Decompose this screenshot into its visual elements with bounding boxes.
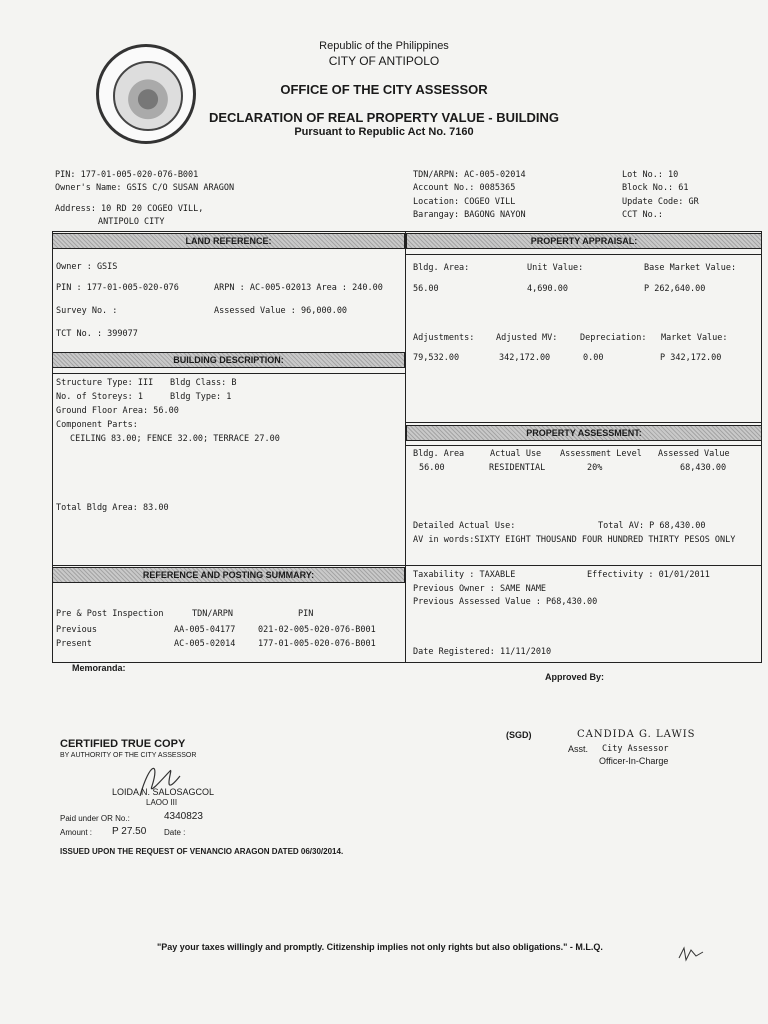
pre-post-inspection: Pre & Post Inspection — [56, 609, 164, 619]
market-value-label: Market Value: — [661, 333, 728, 343]
building-description-heading: BUILDING DESCRIPTION: — [52, 352, 405, 368]
date-registered: Date Registered: 11/11/2010 — [413, 647, 552, 657]
motto-quote: "Pay your taxes willingly and promptly. Citizenship implies not only rights but also obligations." - M.L.Q. — [157, 942, 603, 952]
previous-pin: 021-02-005-020-076-B001 — [258, 625, 376, 635]
taxability: Taxability : TAXABLE — [413, 570, 516, 580]
issued-upon-request: ISSUED UPON THE REQUEST OF VENANCIO ARAGON DATED 06/30/2014. — [60, 847, 344, 856]
no-of-storeys: No. of Storeys: 1 — [56, 392, 143, 402]
land-pin: PIN : 177-01-005-020-076 — [56, 283, 179, 293]
appraisal-area: 56.00 — [413, 284, 439, 294]
initials-mark — [676, 944, 706, 964]
present-label: Present — [56, 639, 92, 649]
office-title: OFFICE OF THE CITY ASSESSOR — [280, 82, 488, 97]
base-market-value-label: Base Market Value: — [644, 263, 737, 273]
barangay: Barangay: BAGONG NAYON — [413, 210, 526, 220]
previous-assessed-value: Previous Assessed Value : P68,430.00 — [413, 597, 598, 607]
certified-true-copy: CERTIFIED TRUE COPY — [60, 738, 186, 750]
base-market-value: P 262,640.00 — [644, 284, 706, 294]
actual-use-label: Actual Use — [490, 449, 542, 459]
amount-value: P 27.50 — [112, 826, 147, 837]
depreciation: 0.00 — [583, 353, 604, 363]
actual-use: RESIDENTIAL — [489, 463, 546, 473]
adjustments: 79,532.00 — [413, 353, 460, 363]
effectivity: Effectivity : 01/01/2011 — [587, 570, 710, 580]
reference-posting-heading: REFERENCE AND POSTING SUMMARY: — [52, 567, 405, 583]
component-parts: CEILING 83.00; FENCE 32.00; TERRACE 27.00 — [70, 434, 280, 444]
previous-tdn: AA-005-04177 — [174, 625, 236, 635]
adjusted-mv: 342,172.00 — [499, 353, 551, 363]
appraisal-area-label: Bldg. Area: — [413, 263, 470, 273]
structure-type: Structure Type: III — [56, 378, 154, 388]
bldg-class: Bldg Class: B — [170, 378, 237, 388]
assessment-area: 56.00 — [419, 463, 445, 473]
land-reference-heading: LAND REFERENCE: — [52, 233, 405, 249]
block-no: Block No.: 61 — [622, 183, 689, 193]
pin-label: PIN: 177-01-005-020-076-B001 — [55, 170, 199, 180]
signatory-title: LAOO III — [146, 798, 178, 807]
property-appraisal-heading: PROPERTY APPRAISAL: — [406, 233, 762, 249]
tct-no: TCT No. : 399077 — [56, 329, 138, 339]
sgd-label: (SGD) — [506, 730, 532, 740]
unit-value-label: Unit Value: — [527, 263, 584, 273]
authority-line: BY AUTHORITY OF THE CITY ASSESSOR — [60, 752, 197, 759]
tdn-arpn: TDN/ARPN: AC-005-02014 — [413, 170, 526, 180]
assessment-level-label: Assessment Level — [560, 449, 642, 459]
document-title: DECLARATION OF REAL PROPERTY VALUE - BUILDING — [208, 110, 560, 125]
assessed-value-label: Assessed Value — [658, 449, 730, 459]
or-number: 4340823 — [164, 811, 203, 822]
bldg-type: Bldg Type: 1 — [170, 392, 232, 402]
property-assessment-heading: PROPERTY ASSESSMENT: — [406, 425, 762, 441]
previous-label: Previous — [56, 625, 97, 635]
survey-no: Survey No. : — [56, 306, 118, 316]
account-no: Account No.: 0085365 — [413, 183, 516, 193]
ref-pin-header: PIN — [298, 609, 314, 619]
total-av: Total AV: P 68,430.00 — [598, 521, 706, 531]
present-tdn: AC-005-02014 — [174, 639, 236, 649]
present-pin: 177-01-005-020-076-B001 — [258, 639, 376, 649]
market-value: P 342,172.00 — [660, 353, 722, 363]
paid-under-label: Paid under OR No.: — [60, 814, 130, 823]
ground-floor-area: Ground Floor Area: 56.00 — [56, 406, 179, 416]
assessor-name: CANDIDA G. LAWIS — [577, 729, 696, 740]
officer-in-charge: Officer-In-Charge — [599, 756, 669, 766]
date-label: Date : — [164, 828, 186, 837]
address-line1: Address: 10 RD 20 COGEO VILL, — [55, 204, 204, 214]
previous-owner: Previous Owner : SAME NAME — [413, 584, 547, 594]
address-line2: ANTIPOLO CITY — [98, 217, 165, 227]
cct-no: CCT No.: — [622, 210, 663, 220]
lot-no: Lot No.: 10 — [622, 170, 679, 180]
assessment-area-label: Bldg. Area — [413, 449, 465, 459]
assessed-value: 68,430.00 — [680, 463, 727, 473]
document-subtitle: Pursuant to Republic Act No. 7160 — [294, 126, 474, 138]
land-assessed-value: Assessed Value : 96,000.00 — [214, 306, 348, 316]
av-in-words: AV in words:SIXTY EIGHT THOUSAND FOUR HUNDRED THIRTY PESOS ONLY — [413, 535, 736, 545]
land-arpn-area: ARPN : AC-005-02013 Area : 240.00 — [214, 283, 383, 293]
unit-value: 4,690.00 — [527, 284, 568, 294]
declaration-table — [52, 231, 762, 663]
assessor-title: City Assessor — [602, 744, 669, 754]
adjusted-mv-label: Adjusted MV: — [496, 333, 558, 343]
ref-tdn-header: TDN/ARPN — [192, 609, 233, 619]
adjustments-label: Adjustments: — [413, 333, 475, 343]
location: Location: COGEO VILL — [413, 197, 516, 207]
land-owner: Owner : GSIS — [56, 262, 118, 272]
memoranda-label: Memoranda: — [72, 663, 126, 673]
component-parts-label: Component Parts: — [56, 420, 138, 430]
signatory-name: LOIDA N. SALOSAGCOL — [112, 787, 215, 797]
amount-label: Amount : — [60, 828, 93, 837]
approved-by-label: Approved By: — [545, 672, 605, 682]
depreciation-label: Depreciation: — [580, 333, 647, 343]
detailed-actual-use: Detailed Actual Use: — [413, 521, 516, 531]
city-name: CITY OF ANTIPOLO — [328, 54, 440, 68]
assessment-level: 20% — [587, 463, 603, 473]
update-code: Update Code: GR — [622, 197, 699, 207]
owner-name: Owner's Name: GSIS C/O SUSAN ARAGON — [55, 183, 235, 193]
asst-label: Asst. — [568, 744, 589, 754]
republic-line: Republic of the Philippines — [319, 40, 449, 52]
total-bldg-area: Total Bldg Area: 83.00 — [56, 503, 169, 513]
